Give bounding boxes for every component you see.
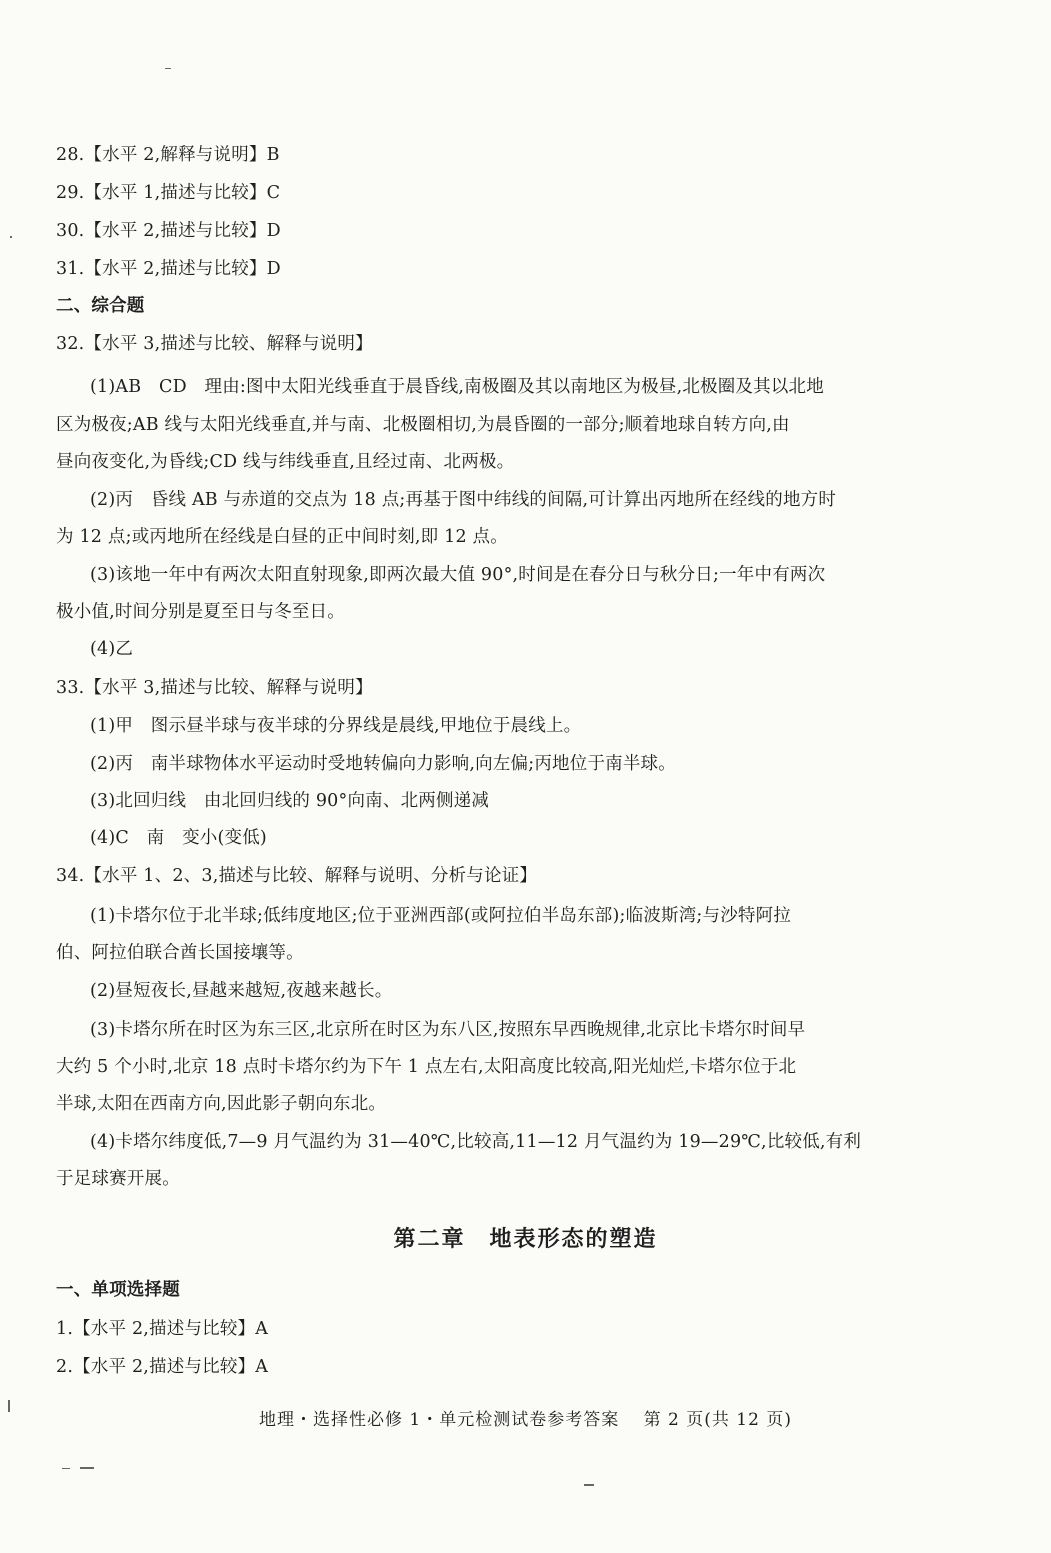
text-line: (4)卡塔尔纬度低,7—9 月气温约为 31—40℃,比较高,11—12 月气温约为 19—29℃,比较低,有利 <box>90 1132 862 1152</box>
answer-31: 31.【水平 2,描述与比较】D <box>56 259 281 279</box>
scan-speck <box>165 68 171 69</box>
question-34-header: 34.【水平 1、2、3,描述与比较、解释与说明、分析与论证】 <box>56 866 538 886</box>
chapter-title: 第二章 地表形态的塑造 <box>393 1227 658 1252</box>
text-line: (3)北回归线 由北回归线的 90°向南、北两侧递减 <box>90 791 490 811</box>
text-line: (1)卡塔尔位于北半球;低纬度地区;位于亚洲西部(或阿拉伯半岛东部);临波斯湾;与沙特阿拉 <box>90 906 792 926</box>
text-line: (4)C 南 变小(变低) <box>90 828 267 848</box>
question-33-header: 33.【水平 3,描述与比较、解释与说明】 <box>56 678 373 698</box>
text-line: 大约 5 个小时,北京 18 点时卡塔尔约为下午 1 点左右,太阳高度比较高,阳光灿烂,卡塔尔位于北 <box>56 1057 797 1077</box>
text-line: 极小值,时间分别是夏至日与冬至日。 <box>56 602 345 622</box>
text-line: 昼向夜变化,为昏线;CD 线与纬线垂直,且经过南、北两极。 <box>56 452 515 472</box>
section-heading-single-choice: 一、单项选择题 <box>56 1280 180 1300</box>
answer-2: 2.【水平 2,描述与比较】A <box>56 1357 269 1377</box>
scan-speck <box>80 1467 94 1469</box>
section-heading-comprehensive: 二、综合题 <box>56 296 145 316</box>
text-line: (2)丙 南半球物体水平运动时受地转偏向力影响,向左偏;丙地位于南半球。 <box>90 754 676 774</box>
question-32-header: 32.【水平 3,描述与比较、解释与说明】 <box>56 334 373 354</box>
answer-1: 1.【水平 2,描述与比较】A <box>56 1319 269 1339</box>
answer-29: 29.【水平 1,描述与比较】C <box>56 183 281 203</box>
answer-30: 30.【水平 2,描述与比较】D <box>56 221 281 241</box>
text-line: 为 12 点;或丙地所在经线是白昼的正中间时刻,即 12 点。 <box>56 527 508 547</box>
answer-28: 28.【水平 2,解释与说明】B <box>56 145 280 165</box>
text-line: 半球,太阳在西南方向,因此影子朝向东北。 <box>56 1094 387 1114</box>
page-footer: 地理・选择性必修 1・单元检测试卷参考答案 第 2 页(共 12 页) <box>259 1410 792 1430</box>
text-line: (2)丙 昏线 AB 与赤道的交点为 18 点;再基于图中纬线的间隔,可计算出丙地所在经线的地方时 <box>90 490 837 510</box>
scan-speck <box>8 1400 10 1412</box>
text-line: (4)乙 <box>90 639 134 659</box>
scan-speck <box>584 1484 594 1486</box>
text-line: 于足球赛开展。 <box>56 1169 180 1189</box>
scan-speck <box>10 236 12 238</box>
text-line: (1)AB CD 理由:图中太阳光线垂直于晨昏线,南极圈及其以南地区为极昼,北极圈及其以北地 <box>90 377 824 397</box>
text-line: (3)卡塔尔所在时区为东三区,北京所在时区为东八区,按照东早西晚规律,北京比卡塔尔时间早 <box>90 1020 806 1040</box>
text-line: 伯、阿拉伯联合酋长国接壤等。 <box>56 943 304 963</box>
text-line: (1)甲 图示昼半球与夜半球的分界线是晨线,甲地位于晨线上。 <box>90 716 582 736</box>
text-line: 区为极夜;AB 线与太阳光线垂直,并与南、北极圈相切,为晨昏圈的一部分;顺着地球自转方向,由 <box>56 415 790 435</box>
text-line: (2)昼短夜长,昼越来越短,夜越来越长。 <box>90 981 393 1001</box>
text-line: (3)该地一年中有两次太阳直射现象,即两次最大值 90°,时间是在春分日与秋分日;一年中有两次 <box>90 565 826 585</box>
scan-speck <box>62 1468 70 1469</box>
